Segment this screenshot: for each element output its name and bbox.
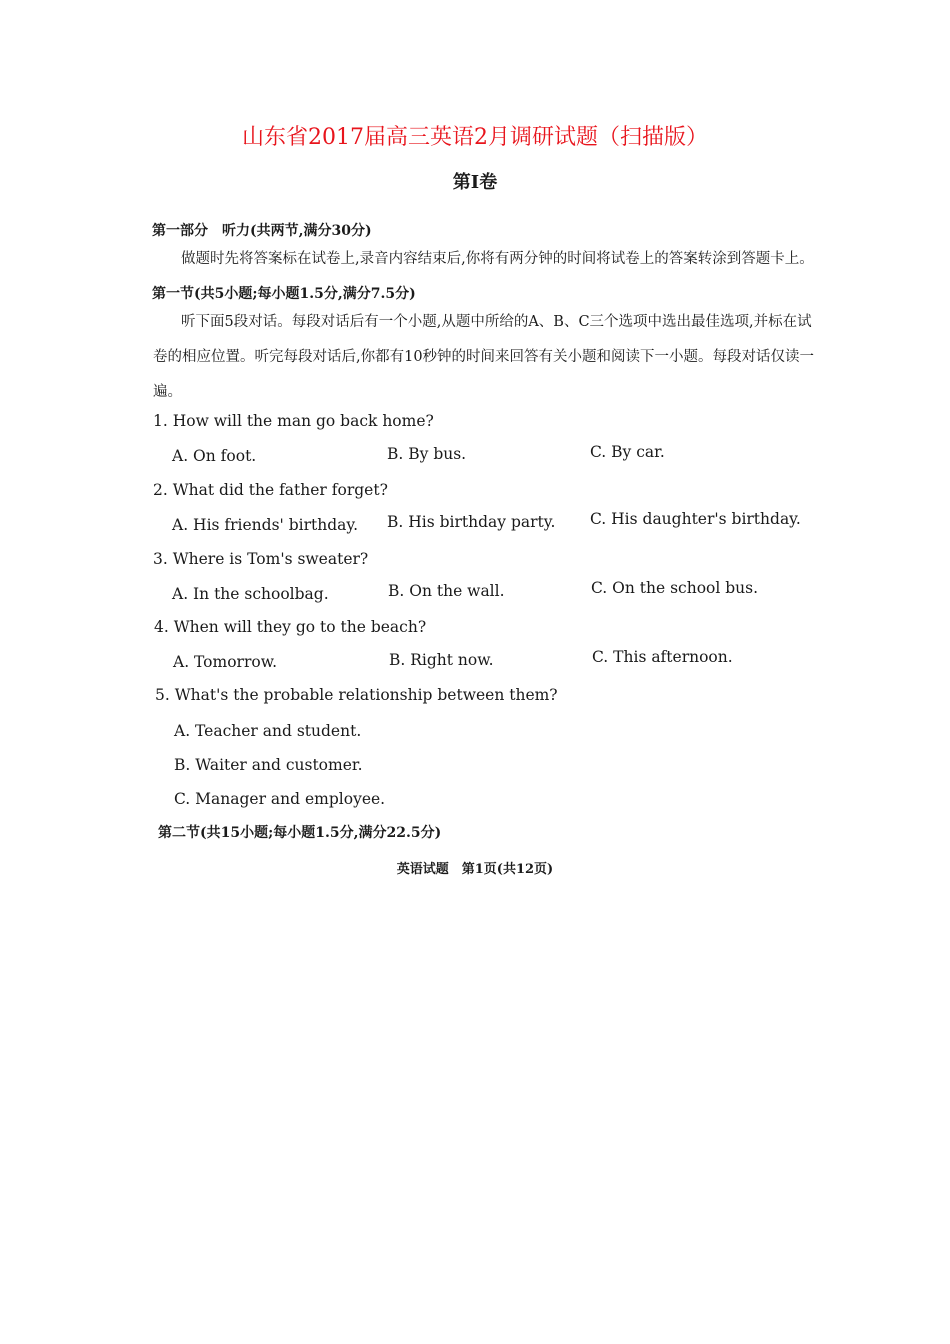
question-3-stem: 3. Where is Tom's sweater? [153,550,369,568]
section2-heading: 第二节(共15小题;每小题1.5分,满分22.5分) [158,825,442,841]
question-2-option-c: C. His daughter's birthday. [590,510,801,528]
section1-heading: 第一节(共5小题;每小题1.5分,满分7.5分) [152,286,416,302]
question-3-option-a: A. In the schoolbag. [172,585,329,603]
question-1-stem: 1. How will the man go back home? [153,412,434,430]
volume-title: 第Ⅰ卷 [452,172,498,193]
part1-heading: 第一部分 听力(共两节,满分30分) [152,223,372,239]
question-4-stem: 4. When will they go to the beach? [154,618,427,636]
section1-instruction-line3: 遍。 [153,384,182,400]
question-5-option-a: A. Teacher and student. [174,722,362,740]
question-1-option-c: C. By car. [590,443,665,461]
section1-instruction-line1: 听下面5段对话。每段对话后有一个小题,从题中所给的A、B、C三个选项中选出最佳选项,并标在试 [181,314,812,330]
section1-instruction-line2: 卷的相应位置。听完每段对话后,你都有10秒钟的时间来回答有关小题和阅读下一小题。每段对话仅读一 [153,349,815,365]
question-2-option-a: A. His friends' birthday. [172,516,359,534]
question-2-option-b: B. His birthday party. [387,513,556,531]
question-3-option-b: B. On the wall. [388,582,505,600]
question-1-option-a: A. On foot. [172,447,257,465]
question-1-option-b: B. By bus. [387,445,467,463]
question-5-option-c: C. Manager and employee. [174,790,386,808]
page-footer: 英语试题 第1页(共12页) [396,862,554,877]
question-4-option-a: A. Tomorrow. [173,653,278,671]
question-4-option-c: C. This afternoon. [592,648,733,666]
document-title: 山东省2017届高三英语2月调研试题（扫描版） [242,125,708,150]
question-2-stem: 2. What did the father forget? [153,481,388,499]
question-5-option-b: B. Waiter and customer. [174,756,363,774]
question-3-option-c: C. On the school bus. [591,579,759,597]
question-5-stem: 5. What's the probable relationship between them? [155,686,558,704]
part1-instruction: 做题时先将答案标在试卷上,录音内容结束后,你将有两分钟的时间将试卷上的答案转涂到答题卡上。 [181,251,814,267]
question-4-option-b: B. Right now. [389,651,494,669]
